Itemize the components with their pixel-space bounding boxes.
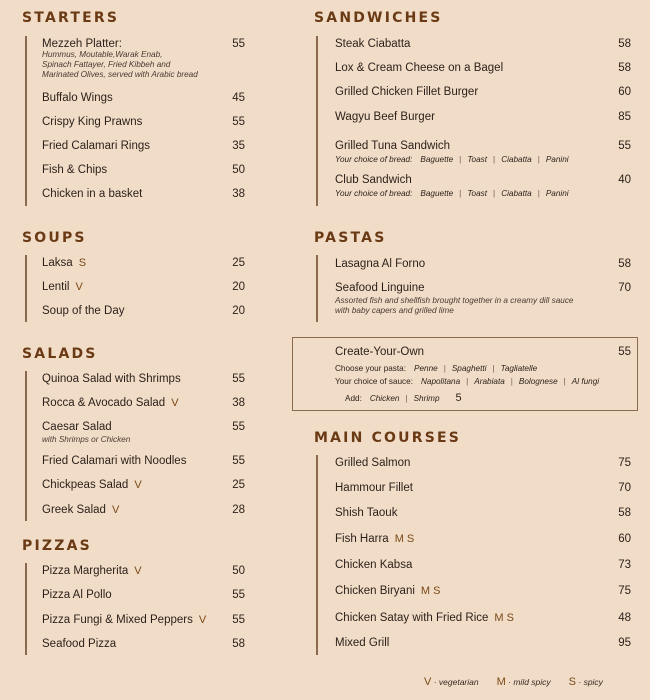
separator: | (563, 377, 566, 386)
soups-item-price: 20 (232, 281, 245, 293)
item-name: Quinoa Salad with Shrimps (42, 373, 181, 385)
pizzas-item-name (42, 588, 112, 602)
salads-item-price: 55 (232, 373, 245, 385)
item-name: Fried Calamari with Noodles (42, 455, 187, 467)
add-on-label: Add: (345, 394, 362, 403)
pasta-choice-label: Choose your pasta: (335, 364, 407, 373)
main_courses-item-price: 75 (618, 457, 631, 469)
salads-item-price: 55 (232, 421, 245, 433)
salads-item-price: 28 (232, 504, 245, 516)
sauce-choice-option: Arabiata (474, 377, 505, 386)
sandwiches-item-price: 85 (618, 111, 631, 123)
pastas-divider-line (316, 255, 318, 322)
main_courses-item-name (335, 636, 389, 650)
starters-item-price: 55 (232, 116, 245, 128)
soups-item-name (42, 304, 124, 318)
bread-options (335, 189, 569, 199)
pasta-choice-option: Penne (414, 364, 438, 373)
separator: | (493, 155, 496, 164)
main_courses-item-name (335, 481, 413, 495)
item-name: Steak Ciabatta (335, 38, 411, 50)
item-name: Buffalo Wings (42, 92, 113, 104)
soups-item-name (42, 280, 83, 294)
item-name: Mezzeh Platter: (42, 38, 122, 50)
starters-item-name (42, 115, 142, 129)
salads-item-description: with Shrimps or Chicken (42, 435, 131, 444)
dietary-tag: M S (394, 533, 415, 545)
item-name: Greek Salad (42, 504, 106, 516)
main_courses-item-name (335, 532, 414, 546)
dietary-tag: V (75, 281, 83, 293)
item-name: Chicken Kabsa (335, 559, 413, 571)
pizzas-item-price: 50 (232, 565, 245, 577)
pastas-item-description: Assorted fish and shellfish brought together in a creamy dill sauce (335, 296, 574, 305)
salads-item-price: 25 (232, 479, 245, 491)
starters-item-price: 35 (232, 140, 245, 152)
add-on-price: 5 (455, 392, 462, 404)
sandwiches-divider-line (316, 36, 318, 206)
pizzas-item-price: 58 (232, 638, 245, 650)
item-name: Lentil (42, 281, 70, 293)
bread-options (335, 155, 569, 165)
salads-title: SALADS (22, 346, 98, 362)
starters-item-price: 38 (232, 188, 245, 200)
separator: | (537, 189, 540, 198)
item-name: Chicken in a basket (42, 188, 143, 200)
item-name: Fish & Chips (42, 164, 108, 176)
sandwiches-item-name (335, 173, 412, 187)
separator: | (466, 377, 469, 386)
pizzas-item-name (42, 613, 206, 627)
main_courses-title: MAIN COURSES (314, 430, 462, 446)
item-name: Shish Taouk (335, 507, 398, 519)
item-name: Wagyu Beef Burger (335, 111, 435, 123)
starters-item-description: Spinach Fattayer, Fried Kibbeh and (42, 60, 171, 69)
item-name: Hammour Fillet (335, 482, 413, 494)
item-name: Club Sandwich (335, 174, 412, 186)
item-name: Laksa (42, 257, 73, 269)
main_courses-item-name (335, 456, 410, 470)
item-name: Caesar Salad (42, 421, 112, 433)
item-name: Rocca & Avocado Salad (42, 397, 166, 409)
bread-option: Baguette (420, 189, 454, 198)
create-your-own-price: 55 (618, 346, 631, 358)
pastas-item-price: 70 (618, 282, 631, 294)
main_courses-item-price: 73 (618, 559, 631, 571)
starters-item-name (42, 91, 113, 105)
dietary-tag: M S (494, 612, 514, 624)
sauce-choice-option: Al fungi (571, 377, 600, 386)
item-name: Chickpeas Salad (42, 479, 129, 491)
bread-option: Panini (545, 155, 569, 164)
pasta-choice-option: Spaghetti (451, 364, 487, 373)
add-on-option: Chicken (369, 394, 400, 403)
main_courses-divider-line (316, 455, 318, 655)
sandwiches-item-name (335, 85, 478, 99)
bread-option: Toast (467, 155, 488, 164)
salads-item-name (42, 372, 181, 386)
pizzas-item-price: 55 (232, 589, 245, 601)
pizzas-item-price: 55 (232, 614, 245, 626)
item-name: Grilled Tuna Sandwich (335, 140, 451, 152)
starters-item-name (42, 187, 142, 201)
item-name: Chicken Satay with Fried Rice (335, 612, 489, 624)
pizzas-item-name (42, 637, 116, 651)
add-on-options (345, 393, 462, 404)
item-name: Seafood Pizza (42, 638, 117, 650)
sauce-choice-options (335, 377, 599, 387)
main_courses-item-price: 48 (618, 612, 631, 624)
item-name: Crispy King Prawns (42, 116, 143, 128)
main_courses-item-name (335, 611, 514, 625)
bread-choice-label: Your choice of bread: (335, 189, 413, 198)
item-name: Mixed Grill (335, 637, 390, 649)
salads-item-price: 55 (232, 455, 245, 467)
dietary-tag: V (171, 397, 179, 409)
item-name: Soup of the Day (42, 305, 125, 317)
soups-divider-line (25, 255, 27, 322)
salads-item-name (42, 420, 112, 434)
starters-item-name (42, 163, 107, 177)
sandwiches-item-price: 40 (618, 174, 631, 186)
separator: | (510, 377, 513, 386)
item-name: Pizza Margherita (42, 565, 129, 577)
dietary-tag: V (134, 479, 142, 491)
dietary-tag: S (78, 257, 87, 269)
sandwiches-item-price: 55 (618, 140, 631, 152)
bread-option: Toast (467, 189, 488, 198)
salads-item-name (42, 503, 119, 517)
bread-option: Ciabatta (501, 189, 532, 198)
dietary-tag: V (198, 614, 207, 626)
legend-label: spicy (583, 677, 603, 687)
sauce-choice-option: Napolitana (420, 377, 461, 386)
main_courses-item-name (335, 584, 440, 598)
legend-dot: · (576, 677, 584, 687)
main_courses-item-name (335, 558, 412, 572)
pasta-choice-options (335, 364, 537, 374)
legend-label: mild spicy (513, 677, 551, 687)
bread-option: Ciabatta (501, 155, 532, 164)
separator: | (493, 189, 496, 198)
item-name: Fish Harra (335, 533, 389, 545)
starters-item-description: Marinated Olives, served with Arabic bread (42, 70, 198, 79)
sandwiches-item-price: 58 (618, 62, 631, 74)
pastas-item-price: 58 (618, 258, 631, 270)
legend-key: M (496, 676, 506, 688)
legend-key: V (424, 676, 432, 688)
pasta-choice-option: Tagliatelle (500, 364, 538, 373)
main_courses-item-price: 95 (618, 637, 631, 649)
salads-item-name (42, 478, 142, 492)
starters-title: STARTERS (22, 10, 120, 26)
starters-item-name (42, 139, 150, 153)
separator: | (459, 189, 462, 198)
dietary-tag: V (134, 565, 142, 577)
bread-option: Panini (545, 189, 569, 198)
dietary-tag: V (111, 504, 120, 516)
separator: | (537, 155, 540, 164)
starters-item-price: 55 (232, 38, 245, 50)
pastas-item-name (335, 281, 425, 295)
salads-item-price: 38 (232, 397, 245, 409)
soups-title: SOUPS (22, 230, 87, 246)
salads-item-name (42, 454, 186, 468)
sandwiches-item-name (335, 139, 450, 153)
bread-option: Baguette (420, 155, 454, 164)
main_courses-item-name (335, 506, 397, 520)
main_courses-item-price: 75 (618, 585, 631, 597)
sandwiches-title: SANDWICHES (314, 10, 443, 26)
sandwiches-item-name (335, 110, 435, 124)
soups-item-price: 20 (232, 305, 245, 317)
starters-item-description: Hummus, Moutable,Warak Enab, (42, 50, 163, 59)
sauce-choice-label: Your choice of sauce: (335, 377, 413, 386)
legend-key: S (568, 676, 576, 688)
separator: | (492, 364, 495, 373)
bread-choice-label: Your choice of bread: (335, 155, 413, 164)
starters-item-name (42, 37, 122, 51)
item-name: Fried Calamari Rings (42, 140, 151, 152)
separator: | (443, 364, 446, 373)
sandwiches-item-price: 60 (618, 86, 631, 98)
pastas-item-name (335, 257, 425, 271)
pizzas-item-name (42, 564, 142, 578)
soups-item-price: 25 (232, 257, 245, 269)
sandwiches-item-name (335, 61, 503, 75)
pizzas-divider-line (25, 563, 27, 655)
pastas-item-description: with baby capers and grilled lime (335, 306, 454, 315)
item-name: Seafood Linguine (335, 282, 425, 294)
item-name: Pizza Al Pollo (42, 589, 112, 601)
main_courses-item-price: 60 (618, 533, 631, 545)
starters-divider-line (25, 36, 27, 206)
item-name: Lox & Cream Cheese on a Bagel (335, 62, 504, 74)
soups-item-name (42, 256, 86, 270)
legend-dot: · (505, 677, 514, 687)
starters-item-price: 50 (232, 164, 245, 176)
salads-divider-line (25, 371, 27, 521)
sandwiches-item-name (335, 37, 410, 51)
legend-dot: · (431, 677, 439, 687)
salads-item-name (42, 396, 179, 410)
main_courses-item-price: 58 (618, 507, 631, 519)
sauce-choice-option: Bolognese (518, 377, 558, 386)
separator: | (459, 155, 462, 164)
sandwiches-item-price: 58 (618, 38, 631, 50)
item-name: Pizza Fungi & Mixed Peppers (42, 614, 193, 626)
separator: | (405, 394, 408, 403)
dietary-tag: M S (420, 585, 441, 597)
starters-item-price: 45 (232, 92, 245, 104)
create-your-own-name: Create-Your-Own (335, 346, 425, 358)
item-name: Grilled Chicken Fillet Burger (335, 86, 479, 98)
legend-label: vegetarian (438, 677, 479, 687)
item-name: Chicken Biryani (335, 585, 415, 597)
item-name: Grilled Salmon (335, 457, 411, 469)
pizzas-title: PIZZAS (22, 538, 92, 554)
dietary-legend (424, 676, 603, 688)
add-on-option: Shrimp (413, 394, 440, 403)
pastas-title: PASTAS (314, 230, 387, 246)
item-name: Lasagna Al Forno (335, 258, 426, 270)
main_courses-item-price: 70 (618, 482, 631, 494)
